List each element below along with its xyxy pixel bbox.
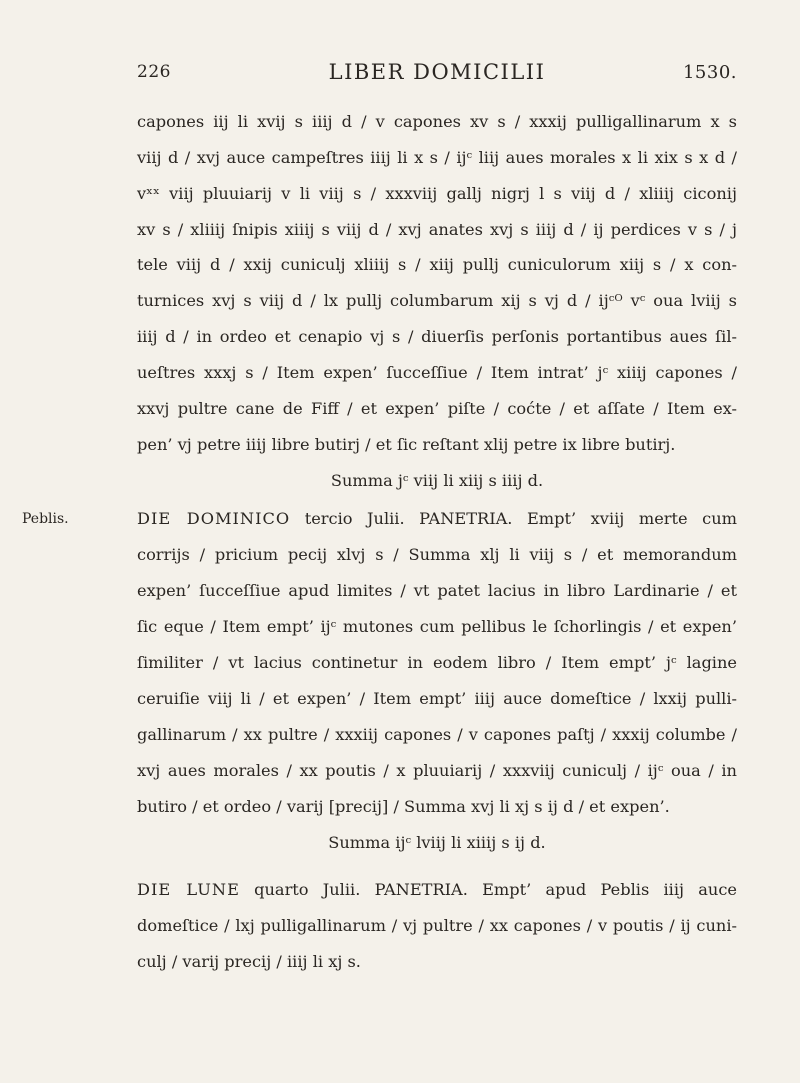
summa-line: Summa ijᶜ lviij li xiiij s ij d. — [328, 833, 546, 852]
text-line: viij d / xvj auce campeſtres iiij li x s / ijᶜ liij aues morales x li xix s x d / — [137, 148, 737, 167]
text-line: expen’ ſucceſſiue apud limites / vt patet lacius in libro Lardinarie / et — [137, 581, 737, 600]
text-line: gallinarum / xx pultre / xxxiij capones / v capones paſtj / xxxij columbe / — [137, 725, 737, 744]
text-line: xxvj pultre cane de Fiff / et expen’ piſte / coćte / et aſſate / Item ex- — [137, 399, 737, 418]
page-number: 226 — [137, 62, 171, 82]
text-line: xv s / xliiij ſnipis xiiij s viij d / xvj anates xvj s iiij d / ij perdices v s / j — [137, 220, 737, 239]
text-line: ueſtres xxxj s / Item expen’ ſucceſſiue / Item intrat’ jᶜ xiiij capones / — [137, 363, 737, 382]
text-line — [137, 509, 737, 529]
text-line-rest: quarto Julii. PANETRIA. Empt’ apud Peblis iiij auce — [254, 880, 737, 899]
day-heading: DIE DOMINICO — [137, 509, 291, 528]
year: 1530. — [682, 62, 737, 83]
text-line: domeſtice / lxj pulligallinarum / vj pultre / xx capones / v poutis / ij cuni- — [137, 916, 737, 935]
text-line: iiij d / in ordeo et cenapio vj s / diuerſis perſonis portantibus aues ſil- — [137, 327, 737, 346]
summa-line: Summa jᶜ viij li xiij s iiij d. — [330, 471, 544, 490]
text-line: culj / varij precij / iiij li xj s. — [137, 952, 361, 971]
text-line: xvj aues morales / xx poutis / x pluuiarij / xxxviij cuniculj / ijᶜ oua / in — [137, 761, 737, 780]
text-line: pen’ vj petre iiij libre butirj / et ſic reſtant xlij petre ix libre butirj. — [137, 435, 676, 454]
book-title: LIBER DOMICILII — [328, 60, 546, 84]
text-line: turnices xvj s viij d / lx pullj columbarum xij s vj d / ijᶜᴼ vᶜ oua lviij s — [137, 291, 737, 310]
margin-note: Peblis. — [22, 511, 69, 527]
text-line: ſimiliter / vt lacius continetur in eodem libro / Item empt’ jᶜ lagine — [137, 653, 737, 672]
text-line: ceruiſie viij li / et expen’ / Item empt’ iiij auce domeſtice / lxxij pulli- — [137, 689, 737, 708]
text-line: vˣˣ viij pluuiarij v li viij s / xxxviij gallj nigrj l s viij d / xliiij ciconij — [137, 184, 737, 203]
text-line: ſic eque / Item empt’ ijᶜ mutones cum pellibus le ſchorlingis / et expen’ — [137, 617, 737, 636]
running-head — [137, 60, 737, 90]
text-line: capones iij li xvij s iiij d / v capones xv s / xxxij pulligallinarum x s — [137, 112, 737, 131]
text-line — [137, 880, 737, 900]
text-line-rest: tercio Julii. PANETRIA. Empt’ xviij merte cum — [304, 509, 737, 528]
text-line: tele viij d / xxij cuniculj xliiij s / xiij pullj cuniculorum xiij s / x con- — [137, 255, 737, 274]
day-heading: DIE LUNE — [137, 880, 240, 899]
text-line: butiro / et ordeo / varij [precij] / Summa xvj li xj s ij d / et expen’. — [137, 797, 670, 816]
text-line: corrijs / pricium pecij xlvj s / Summa xlj li viij s / et memorandum — [137, 545, 737, 564]
